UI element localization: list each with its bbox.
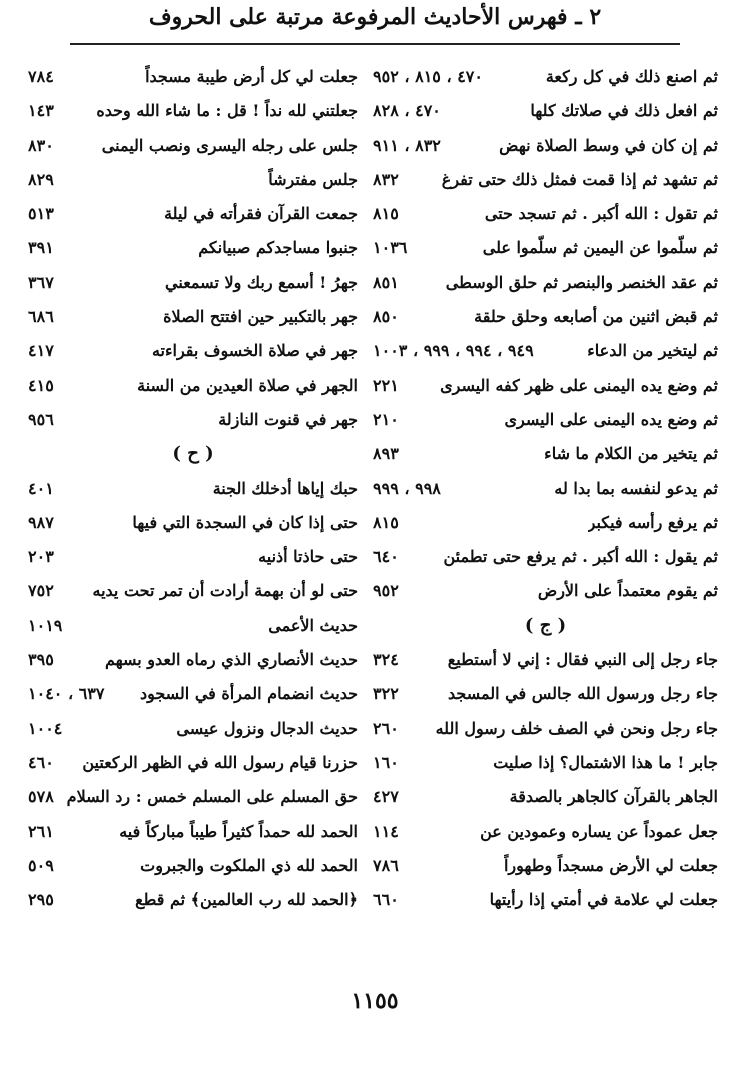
entry-text: جعلتني لله نداً ! قل : ما شاء الله وحده bbox=[96, 101, 358, 121]
index-entry bbox=[373, 780, 718, 814]
page-header: ٢ ـ فهرس الأحاديث المرفوعة مرتبة على الحروف bbox=[148, 4, 602, 30]
section-letter: ( ح ) bbox=[172, 443, 214, 465]
index-entry bbox=[373, 574, 718, 608]
index-entry bbox=[373, 266, 718, 300]
entry-text: الجهر في صلاة العيدين من السنة bbox=[137, 375, 358, 395]
entry-text: جعل عموداً عن يساره وعمودين عن bbox=[480, 821, 718, 841]
entry-pages: ٢٢١ bbox=[373, 375, 399, 395]
index-entry bbox=[373, 849, 718, 883]
entry-pages: ١٠٣٦ bbox=[373, 238, 408, 258]
entry-text: حزرنا قيام رسول الله في الظهر الركعتين bbox=[82, 752, 358, 772]
index-entry bbox=[28, 540, 358, 574]
index-entry bbox=[373, 712, 718, 746]
entry-text: الجاهر بالقرآن كالجاهر بالصدقة bbox=[509, 787, 718, 807]
entry-text: الحمد لله حمداً كثيراً طيباً مباركاً فيه bbox=[119, 821, 358, 841]
entry-text: جاء رجل إلى النبي فقال : إني لا أستطيع bbox=[447, 650, 718, 670]
index-entry bbox=[373, 540, 718, 574]
entry-pages: ٦٣٧ ، ١٠٤٠ bbox=[28, 684, 105, 704]
entry-pages: ٨٣٢ bbox=[373, 169, 399, 189]
index-entry bbox=[373, 677, 718, 711]
entry-pages: ٨٣٠ bbox=[28, 135, 54, 155]
index-entry bbox=[373, 472, 718, 506]
entry-text: حتى إذا كان في السجدة التي فيها bbox=[132, 512, 358, 532]
entry-text: ثم ليتخير من الدعاء bbox=[587, 341, 718, 361]
entry-pages: ٢٩٥ bbox=[28, 890, 54, 910]
entry-pages: ٤٧٠ ، ٨٢٨ bbox=[373, 101, 441, 121]
index-entry bbox=[373, 334, 718, 368]
index-entry bbox=[28, 231, 358, 265]
index-entry bbox=[28, 746, 358, 780]
entry-text: حديث الدجال ونزول عيسى bbox=[176, 718, 358, 738]
entry-text: جنبوا مساجدكم صبيانكم bbox=[198, 238, 358, 258]
index-entry bbox=[28, 129, 358, 163]
entry-text: ثم عقد الخنصر والبنصر ثم حلق الوسطى bbox=[445, 272, 718, 292]
entry-pages: ١٤٣ bbox=[28, 101, 54, 121]
index-entry bbox=[373, 231, 718, 265]
index-entry bbox=[373, 437, 718, 471]
entry-text: جهر في صلاة الخسوف بقراءته bbox=[151, 341, 358, 361]
entry-pages: ٧٥٢ bbox=[28, 581, 54, 601]
entry-pages: ٦٤٠ bbox=[373, 547, 399, 567]
entry-pages: ٩٥٢ bbox=[373, 581, 399, 601]
index-entry bbox=[28, 506, 358, 540]
entry-pages: ٥٠٩ bbox=[28, 855, 54, 875]
entry-text: جعلت لي كل أرض طيبة مسجداً bbox=[145, 67, 358, 86]
index-entry bbox=[373, 403, 718, 437]
entry-pages: ٤٠١ bbox=[28, 478, 54, 498]
entry-text: جعلت لي الأرض مسجداً وطهوراً bbox=[503, 855, 718, 875]
entry-text: جعلت لي علامة في أمتي إذا رأيتها bbox=[489, 890, 718, 910]
section-letter: ( ج ) bbox=[524, 614, 567, 636]
entry-text: ثم تشهد ثم إذا قمت فمثل ذلك حتى تفرغ bbox=[441, 169, 718, 189]
section-heading bbox=[373, 609, 718, 643]
entry-text: جلس على رجله اليسرى ونصب اليمنى bbox=[101, 135, 358, 155]
entry-pages: ٣٦٧ bbox=[28, 272, 54, 292]
index-entry bbox=[373, 643, 718, 677]
entry-pages: ٤٦٠ bbox=[28, 752, 54, 772]
entry-text: ثم وضع يده اليمنى على اليسرى bbox=[504, 409, 718, 429]
index-entry bbox=[373, 94, 718, 128]
index-entry bbox=[28, 60, 358, 94]
entry-pages: ٨٩٣ bbox=[373, 444, 399, 464]
entry-text: حبك إياها أدخلك الجنة bbox=[212, 478, 358, 498]
entry-text: حتى حاذتا أذنيه bbox=[258, 547, 358, 567]
entry-text: جابر ! ما هذا الاشتمال؟ إذا صليت bbox=[493, 752, 718, 772]
entry-text: حتى لو أن بهمة أرادت أن تمر تحت يديه bbox=[92, 581, 358, 601]
entry-pages: ٣٢٤ bbox=[373, 650, 399, 670]
index-entry bbox=[28, 849, 358, 883]
index-entry bbox=[28, 574, 358, 608]
entry-text: ثم يقول : الله أكبر . ثم يرفع حتى تطمئن bbox=[443, 547, 718, 567]
index-entry bbox=[28, 197, 358, 231]
entry-text: حديث الأنصاري الذي رماه العدو بسهم bbox=[104, 650, 358, 670]
index-entry bbox=[28, 334, 358, 368]
entry-pages: ٦٦٠ bbox=[373, 890, 399, 910]
entry-text: ثم يقوم معتمداً على الأرض bbox=[537, 581, 718, 601]
entry-text: جاء رجل ونحن في الصف خلف رسول الله bbox=[435, 718, 718, 738]
entry-text: الحمد لله ذي الملكوت والجبروت bbox=[140, 855, 358, 875]
entry-pages: ٤٧٠ ، ٨١٥ ، ٩٥٢ bbox=[373, 67, 483, 86]
index-entry bbox=[373, 197, 718, 231]
entry-pages: ١٦٠ bbox=[373, 752, 399, 772]
entry-text: ثم قبض اثنين من أصابعه وحلق حلقة bbox=[474, 307, 718, 327]
entry-text: جمعت القرآن فقرأته في ليلة bbox=[164, 204, 358, 224]
entry-pages: ٩٨٧ bbox=[28, 512, 54, 532]
index-entry bbox=[28, 883, 358, 917]
index-entry bbox=[373, 506, 718, 540]
entry-text: ثم سلّموا عن اليمين ثم سلّموا على bbox=[482, 238, 718, 258]
index-columns bbox=[28, 60, 718, 917]
left-column bbox=[28, 60, 358, 917]
entry-pages: ٦٨٦ bbox=[28, 307, 54, 327]
entry-text: جلس مفترشاً bbox=[268, 169, 358, 189]
entry-pages: ٢٦١ bbox=[28, 821, 54, 841]
entry-text: حديث الأعمى bbox=[268, 615, 358, 635]
entry-pages: ٩٩٨ ، ٩٩٩ bbox=[373, 478, 441, 498]
entry-pages: ٨٣٢ ، ٩١١ bbox=[373, 135, 441, 155]
entry-pages: ٨٢٩ bbox=[28, 169, 54, 189]
entry-text: ﴿الحمد لله رب العالمين﴾ ثم قطع bbox=[135, 890, 358, 910]
entry-text: ثم يرفع رأسه فيكبر bbox=[587, 512, 718, 532]
entry-pages: ٤١٧ bbox=[28, 341, 54, 361]
index-entry bbox=[373, 369, 718, 403]
index-entry bbox=[28, 266, 358, 300]
entry-text: ثم يدعو لنفسه بما بدا له bbox=[554, 478, 718, 498]
entry-pages: ٣٩١ bbox=[28, 238, 54, 258]
index-entry bbox=[28, 643, 358, 677]
index-entry bbox=[28, 780, 358, 814]
entry-text: ثم يتخير من الكلام ما شاء bbox=[544, 444, 718, 464]
entry-text: جهر في قنوت النازلة bbox=[218, 409, 358, 429]
index-entry bbox=[373, 815, 718, 849]
entry-pages: ١٠١٩ bbox=[28, 615, 63, 635]
entry-pages: ٣٢٢ bbox=[373, 684, 399, 704]
section-heading bbox=[28, 437, 358, 471]
entry-text: جهرُ ! أسمع ربك ولا تسمعني bbox=[165, 272, 358, 292]
entry-pages: ٩٤٩ ، ٩٩٤ ، ٩٩٩ ، ١٠٠٣ bbox=[373, 341, 534, 361]
header-rule bbox=[70, 43, 680, 45]
entry-text: ثم وضع يده اليمنى على ظهر كفه اليسرى bbox=[440, 375, 718, 395]
right-column bbox=[373, 60, 718, 917]
index-entry bbox=[28, 712, 358, 746]
index-entry bbox=[28, 94, 358, 128]
entry-pages: ٢١٠ bbox=[373, 409, 399, 429]
entry-text: حق المسلم على المسلم خمس : رد السلام bbox=[66, 787, 358, 807]
entry-pages: ١٠٠٤ bbox=[28, 718, 63, 738]
entry-pages: ٨١٥ bbox=[373, 512, 399, 532]
entry-pages: ٧٨٦ bbox=[373, 855, 399, 875]
index-entry bbox=[373, 129, 718, 163]
index-entry bbox=[28, 609, 358, 643]
index-entry bbox=[28, 472, 358, 506]
entry-pages: ٩٥٦ bbox=[28, 409, 54, 429]
entry-text: حديث انضمام المرأة في السجود bbox=[139, 684, 358, 704]
entry-pages: ٢٠٣ bbox=[28, 547, 54, 567]
index-entry bbox=[373, 163, 718, 197]
entry-pages: ٤١٥ bbox=[28, 375, 54, 395]
index-entry bbox=[373, 746, 718, 780]
entry-pages: ٨١٥ bbox=[373, 204, 399, 224]
entry-text: ثم افعل ذلك في صلاتك كلها bbox=[530, 101, 718, 121]
index-entry bbox=[28, 300, 358, 334]
entry-text: جهر بالتكبير حين افتتح الصلاة bbox=[163, 307, 358, 327]
entry-pages: ٣٩٥ bbox=[28, 650, 54, 670]
entry-text: ثم اصنع ذلك في كل ركعة bbox=[545, 67, 718, 86]
index-entry bbox=[373, 300, 718, 334]
index-entry bbox=[373, 60, 718, 94]
index-entry bbox=[28, 677, 358, 711]
entry-text: ثم تقول : الله أكبر . ثم تسجد حتى bbox=[484, 204, 718, 224]
page-number: ١١٥٥ bbox=[351, 988, 399, 1014]
entry-text: ثم إن كان في وسط الصلاة نهض bbox=[499, 135, 718, 155]
entry-pages: ٤٢٧ bbox=[373, 787, 399, 807]
index-entry bbox=[28, 163, 358, 197]
entry-pages: ٢٦٠ bbox=[373, 718, 399, 738]
index-entry bbox=[373, 883, 718, 917]
entry-pages: ٥١٣ bbox=[28, 204, 54, 224]
entry-pages: ٧٨٤ bbox=[28, 67, 54, 86]
entry-pages: ٨٥١ bbox=[373, 272, 399, 292]
index-entry bbox=[28, 403, 358, 437]
entry-pages: ١١٤ bbox=[373, 821, 399, 841]
index-entry bbox=[28, 369, 358, 403]
entry-pages: ٥٧٨ bbox=[28, 787, 54, 807]
entry-pages: ٨٥٠ bbox=[373, 307, 399, 327]
index-entry bbox=[28, 815, 358, 849]
entry-text: جاء رجل ورسول الله جالس في المسجد bbox=[448, 684, 718, 704]
